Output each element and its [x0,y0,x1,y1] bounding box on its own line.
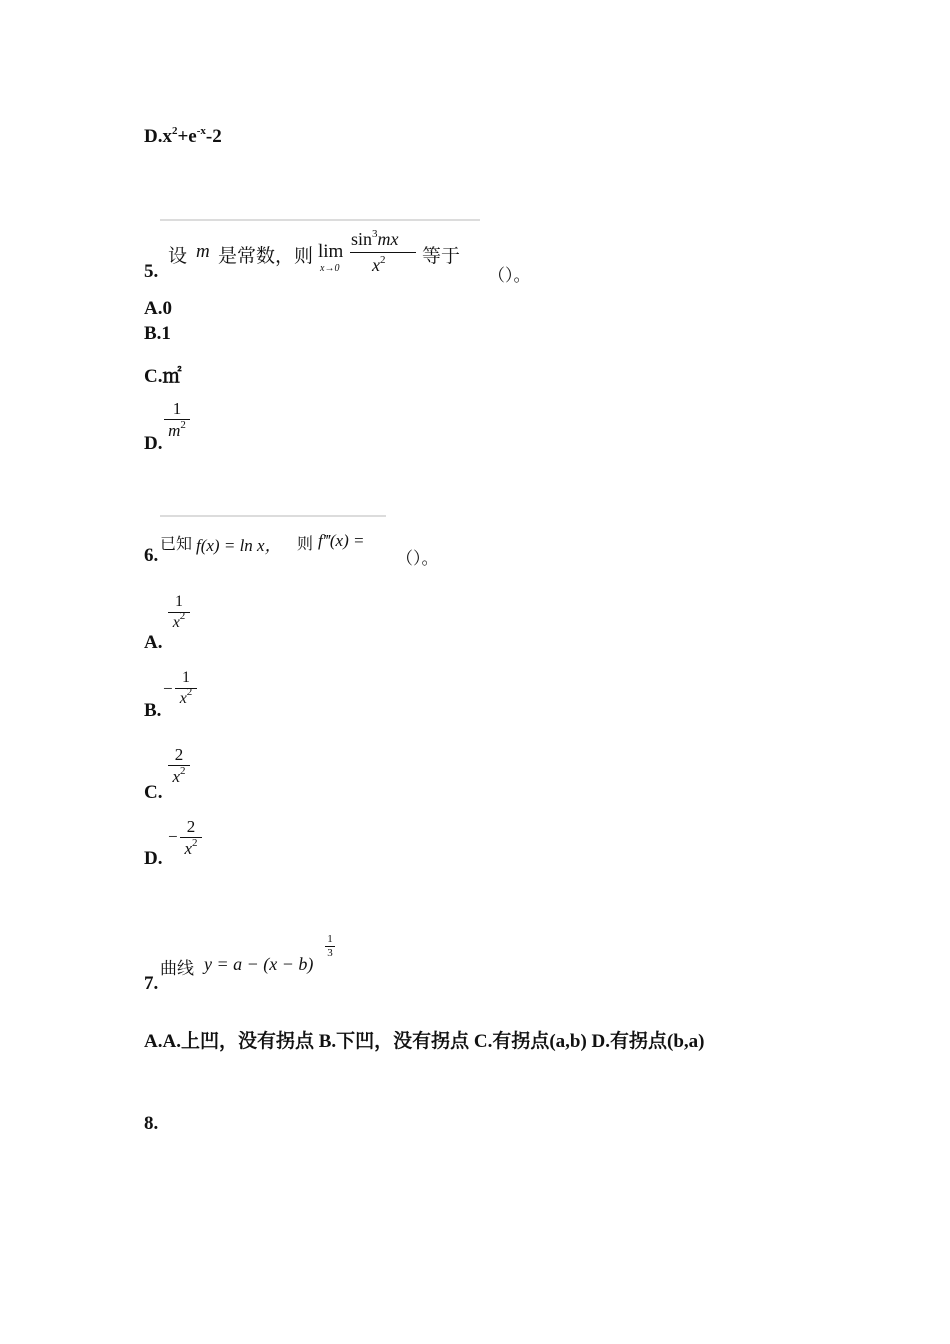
q7-exponent [325,934,335,959]
q5-option-d-num: 1 [172,399,182,418]
q5-lim: lim [318,241,344,262]
q6-option-b-sign: − [163,679,173,698]
q5-lim-sub: x→0 [320,263,340,274]
q6-option-a: A. [144,632,163,653]
q6-then: 则 [297,534,314,553]
q6-option-d-den-sup: 2 [192,837,198,849]
q6-option-d-num: 2 [186,817,196,836]
q5-frac-bar [350,252,416,253]
q4-option-d-prefix: D.x [144,126,172,147]
q6-option-a-den: x [172,614,180,631]
q5-option-d-den-sup: 2 [180,419,186,431]
q7-number: 7. [144,973,159,994]
q5-option-d-bar [164,419,190,420]
q5-option-c: C.㎡ [144,366,182,387]
q5-option-d-fraction [164,400,190,439]
q5-option-b: B.1 [144,323,171,344]
q5-option-d-den: m [168,421,181,440]
q6-option-a-fraction [168,594,190,631]
q6-option-c-num: 2 [174,745,184,764]
q6-formula-image [160,515,386,565]
q5-formula-image [160,219,480,279]
q5-lead: 设 [168,245,188,267]
q5-num-rest: mx [377,229,399,249]
q5-num-sin: sin [351,229,373,249]
q4-option-d-sup1: 2 [171,125,178,137]
q6-option-d-den: x [184,839,193,858]
q7-exp-num: 1 [327,933,333,945]
q5-number: 5. [144,261,159,282]
q5-den-sup: 2 [380,254,386,266]
q5-option-a: A.0 [144,298,172,319]
q6-option-c-fraction [168,746,190,785]
q6-option-c: C. [144,782,163,803]
q6-option-a-den-sup: 2 [179,610,186,622]
q7-formula-image [160,932,340,978]
q6-option-b-den-sup: 2 [186,686,193,698]
q5-num-sup: 3 [372,228,378,240]
q6-blank: （）。 [396,549,439,569]
q4-option-d-sup2: -x [196,125,206,137]
q4-option-d-suffix: -2 [205,126,222,147]
q5-blank: （）。 [488,266,531,286]
q6-option-d: D. [144,848,163,869]
q6-number: 6. [144,545,159,566]
q7-options-line: A.A.上凹，没有拐点 B.下凹，没有拐点 C.有拐点(a,b) D.有拐点(b,a) [144,1031,705,1052]
q4-option-d-mid: +e [177,126,197,147]
q6-option-b-num: 1 [182,669,190,686]
q6-deriv: f‴(x) = [318,531,365,550]
q6-option-b-den: x [179,690,187,707]
q5-frac-den [372,255,386,276]
q7-lead: 曲线 [160,959,194,979]
q6-option-d-bar [180,837,202,838]
q6-lead: 已知 [160,534,193,553]
q8-number: 8. [144,1113,159,1134]
q4-option-d [144,126,222,148]
q5-is-const: 是常数，则 [218,245,314,267]
q5-den-x: x [372,255,380,275]
q6-option-d-fraction [180,818,202,857]
q7-expr: y = a − (x − b) [204,954,314,974]
q5-var-m: m [196,241,210,262]
q6-option-b-fraction [175,670,197,707]
q6-option-b: B. [144,700,162,721]
q5-frac-num [351,229,399,250]
q6-option-c-den-sup: 2 [180,765,186,777]
q6-option-a-num: 1 [175,593,183,610]
q6-option-c-den: x [172,767,181,786]
q5-tail: 等于 [422,245,461,267]
q6-option-d-sign: − [168,827,178,846]
q6-expr: f(x) = ln x， [196,536,282,555]
q6-option-c-bar [168,765,190,766]
q7-exp-den: 3 [327,947,333,959]
q5-option-d: D. [144,433,163,454]
